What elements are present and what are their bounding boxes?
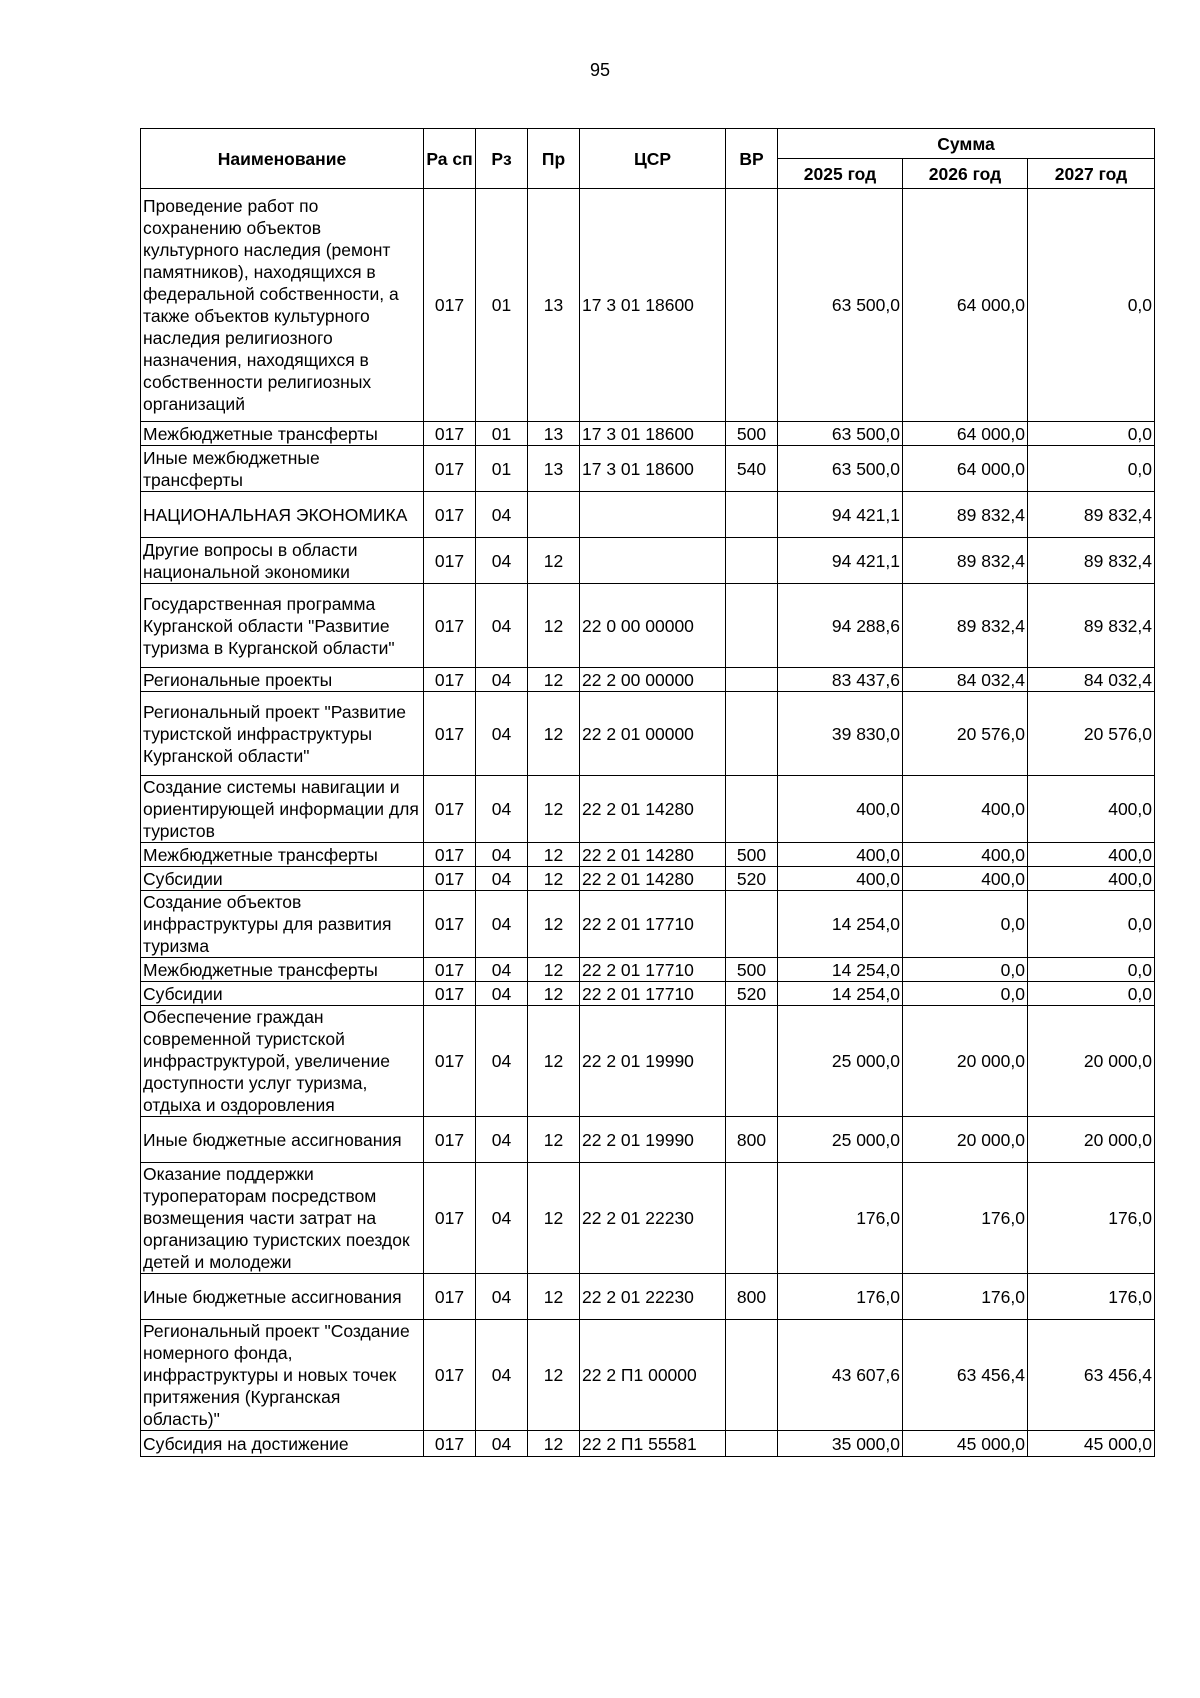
row-amount-2026: 400,0 xyxy=(903,867,1028,891)
row-amount-2026: 176,0 xyxy=(903,1163,1028,1274)
row-vr xyxy=(726,1006,778,1117)
row-csr xyxy=(580,492,726,538)
row-vr xyxy=(726,692,778,776)
row-vr xyxy=(726,1320,778,1431)
row-rz: 04 xyxy=(476,668,528,692)
row-name: Субсидия на достижение xyxy=(141,1431,424,1457)
row-pr: 12 xyxy=(528,867,580,891)
row-name: Создание системы навигации и ориентирующей информации для туристов xyxy=(141,776,424,843)
header-rasp: Ра сп xyxy=(424,129,476,189)
row-vr xyxy=(726,189,778,422)
row-rasp: 017 xyxy=(424,1320,476,1431)
row-amount-2027: 0,0 xyxy=(1028,422,1155,446)
table-row xyxy=(141,692,1155,776)
row-pr: 12 xyxy=(528,668,580,692)
row-amount-2025: 35 000,0 xyxy=(778,1431,903,1457)
row-vr xyxy=(726,492,778,538)
row-name: Другие вопросы в области национальной экономики xyxy=(141,538,424,584)
row-csr xyxy=(580,538,726,584)
row-amount-2027: 400,0 xyxy=(1028,867,1155,891)
table-row xyxy=(141,1163,1155,1274)
row-rz: 04 xyxy=(476,1117,528,1163)
row-rasp: 017 xyxy=(424,1274,476,1320)
table-row xyxy=(141,584,1155,668)
header-year-2027: 2027 год xyxy=(1028,159,1155,189)
row-name: Межбюджетные трансферты xyxy=(141,422,424,446)
row-amount-2027: 0,0 xyxy=(1028,982,1155,1006)
row-csr: 22 2 01 19990 xyxy=(580,1117,726,1163)
row-rasp: 017 xyxy=(424,492,476,538)
row-pr: 12 xyxy=(528,1117,580,1163)
row-pr: 12 xyxy=(528,776,580,843)
row-amount-2026: 64 000,0 xyxy=(903,446,1028,492)
row-vr: 520 xyxy=(726,867,778,891)
row-name: Обеспечение граждан современной туристской инфраструктурой, увеличение доступности услуг туризма, отдыха и оздоровления xyxy=(141,1006,424,1117)
row-amount-2025: 94 421,1 xyxy=(778,538,903,584)
row-csr: 22 2 01 17710 xyxy=(580,982,726,1006)
table-row xyxy=(141,668,1155,692)
row-amount-2025: 43 607,6 xyxy=(778,1320,903,1431)
row-name: Региональный проект "Развитие туристской инфраструктуры Курганской области" xyxy=(141,692,424,776)
row-csr: 22 2 01 00000 xyxy=(580,692,726,776)
row-csr: 22 2 01 22230 xyxy=(580,1274,726,1320)
row-amount-2026: 176,0 xyxy=(903,1274,1028,1320)
row-pr: 12 xyxy=(528,843,580,867)
row-csr: 17 3 01 18600 xyxy=(580,446,726,492)
table-row xyxy=(141,982,1155,1006)
row-rasp: 017 xyxy=(424,446,476,492)
row-amount-2025: 400,0 xyxy=(778,867,903,891)
row-csr: 22 2 01 17710 xyxy=(580,891,726,958)
table-row xyxy=(141,867,1155,891)
row-vr xyxy=(726,1431,778,1457)
row-rz: 04 xyxy=(476,538,528,584)
row-amount-2026: 89 832,4 xyxy=(903,584,1028,668)
row-amount-2026: 20 576,0 xyxy=(903,692,1028,776)
header-vr: ВР xyxy=(726,129,778,189)
row-rz: 04 xyxy=(476,492,528,538)
table-row xyxy=(141,1006,1155,1117)
row-csr: 22 2 01 17710 xyxy=(580,958,726,982)
row-pr: 12 xyxy=(528,1431,580,1457)
row-vr: 540 xyxy=(726,446,778,492)
row-rasp: 017 xyxy=(424,958,476,982)
row-rz: 04 xyxy=(476,1274,528,1320)
table-row xyxy=(141,958,1155,982)
row-rasp: 017 xyxy=(424,422,476,446)
table-row xyxy=(141,446,1155,492)
page-number: 95 xyxy=(589,60,611,80)
row-pr: 12 xyxy=(528,538,580,584)
row-rz: 04 xyxy=(476,584,528,668)
table-row xyxy=(141,776,1155,843)
row-rz: 04 xyxy=(476,958,528,982)
row-amount-2027: 20 000,0 xyxy=(1028,1006,1155,1117)
row-rasp: 017 xyxy=(424,538,476,584)
row-name: Субсидии xyxy=(141,982,424,1006)
row-pr: 12 xyxy=(528,584,580,668)
table-row xyxy=(141,538,1155,584)
row-pr: 12 xyxy=(528,692,580,776)
row-vr xyxy=(726,891,778,958)
row-amount-2026: 0,0 xyxy=(903,958,1028,982)
row-pr: 12 xyxy=(528,1320,580,1431)
row-rz: 04 xyxy=(476,1006,528,1117)
row-csr: 22 2 00 00000 xyxy=(580,668,726,692)
row-amount-2027: 176,0 xyxy=(1028,1274,1155,1320)
row-amount-2027: 0,0 xyxy=(1028,958,1155,982)
table-row xyxy=(141,1431,1155,1457)
row-amount-2026: 20 000,0 xyxy=(903,1006,1028,1117)
row-amount-2027: 89 832,4 xyxy=(1028,492,1155,538)
row-amount-2026: 20 000,0 xyxy=(903,1117,1028,1163)
row-rasp: 017 xyxy=(424,1006,476,1117)
row-rasp: 017 xyxy=(424,891,476,958)
row-vr: 800 xyxy=(726,1117,778,1163)
row-name: Государственная программа Курганской области "Развитие туризма в Курганской области" xyxy=(141,584,424,668)
row-rasp: 017 xyxy=(424,1117,476,1163)
row-pr: 12 xyxy=(528,1163,580,1274)
row-vr: 800 xyxy=(726,1274,778,1320)
budget-table xyxy=(140,128,1155,1457)
row-pr: 13 xyxy=(528,446,580,492)
row-csr: 22 2 01 14280 xyxy=(580,776,726,843)
row-rasp: 017 xyxy=(424,668,476,692)
row-amount-2025: 176,0 xyxy=(778,1163,903,1274)
row-amount-2025: 39 830,0 xyxy=(778,692,903,776)
row-rz: 01 xyxy=(476,446,528,492)
row-name: НАЦИОНАЛЬНАЯ ЭКОНОМИКА xyxy=(141,492,424,538)
row-rz: 04 xyxy=(476,692,528,776)
row-name: Иные бюджетные ассигнования xyxy=(141,1274,424,1320)
row-csr: 22 2 01 22230 xyxy=(580,1163,726,1274)
row-name: Создание объектов инфраструктуры для развития туризма xyxy=(141,891,424,958)
table-row xyxy=(141,1320,1155,1431)
header-name: Наименование xyxy=(141,129,424,189)
table-row xyxy=(141,891,1155,958)
row-amount-2025: 94 288,6 xyxy=(778,584,903,668)
row-name: Иные межбюджетные трансферты xyxy=(141,446,424,492)
row-amount-2027: 0,0 xyxy=(1028,891,1155,958)
row-amount-2027: 0,0 xyxy=(1028,189,1155,422)
row-name: Межбюджетные трансферты xyxy=(141,958,424,982)
row-amount-2025: 400,0 xyxy=(778,776,903,843)
row-amount-2027: 89 832,4 xyxy=(1028,584,1155,668)
row-name: Субсидии xyxy=(141,867,424,891)
row-rasp: 017 xyxy=(424,1431,476,1457)
row-amount-2026: 64 000,0 xyxy=(903,422,1028,446)
row-pr: 13 xyxy=(528,189,580,422)
row-amount-2027: 63 456,4 xyxy=(1028,1320,1155,1431)
row-amount-2026: 400,0 xyxy=(903,776,1028,843)
row-csr: 22 2 П1 00000 xyxy=(580,1320,726,1431)
row-name: Проведение работ по сохранению объектов культурного наследия (ремонт памятников), находящихся в федеральной собственности, а также объектов культурного наследия религиозного назначения, находящихся в собственности религиозных организаций xyxy=(141,189,424,422)
row-csr: 22 0 00 00000 xyxy=(580,584,726,668)
row-rasp: 017 xyxy=(424,1163,476,1274)
row-rz: 04 xyxy=(476,776,528,843)
row-rz: 04 xyxy=(476,982,528,1006)
row-rz: 04 xyxy=(476,1320,528,1431)
table-row xyxy=(141,843,1155,867)
row-rasp: 017 xyxy=(424,776,476,843)
row-amount-2027: 45 000,0 xyxy=(1028,1431,1155,1457)
row-rasp: 017 xyxy=(424,692,476,776)
row-vr xyxy=(726,1163,778,1274)
row-csr: 22 2 01 14280 xyxy=(580,843,726,867)
row-amount-2027: 20 000,0 xyxy=(1028,1117,1155,1163)
row-amount-2027: 400,0 xyxy=(1028,843,1155,867)
row-amount-2025: 14 254,0 xyxy=(778,891,903,958)
table-row xyxy=(141,1274,1155,1320)
row-vr xyxy=(726,776,778,843)
row-amount-2025: 14 254,0 xyxy=(778,982,903,1006)
row-amount-2025: 25 000,0 xyxy=(778,1117,903,1163)
row-rz: 04 xyxy=(476,843,528,867)
row-rz: 04 xyxy=(476,1431,528,1457)
row-name: Региональные проекты xyxy=(141,668,424,692)
header-sum: Сумма xyxy=(778,129,1155,159)
row-rasp: 017 xyxy=(424,584,476,668)
row-rasp: 017 xyxy=(424,867,476,891)
row-csr: 17 3 01 18600 xyxy=(580,422,726,446)
row-amount-2025: 63 500,0 xyxy=(778,189,903,422)
header-pr: Пр xyxy=(528,129,580,189)
row-csr: 22 2 01 14280 xyxy=(580,867,726,891)
row-amount-2026: 64 000,0 xyxy=(903,189,1028,422)
row-amount-2027: 84 032,4 xyxy=(1028,668,1155,692)
row-vr: 500 xyxy=(726,843,778,867)
table-row xyxy=(141,1117,1155,1163)
row-amount-2026: 84 032,4 xyxy=(903,668,1028,692)
row-amount-2026: 63 456,4 xyxy=(903,1320,1028,1431)
row-name: Региональный проект "Создание номерного фонда, инфраструктуры и новых точек притяжения (Курганская область)" xyxy=(141,1320,424,1431)
row-amount-2026: 0,0 xyxy=(903,891,1028,958)
row-amount-2027: 20 576,0 xyxy=(1028,692,1155,776)
row-rz: 01 xyxy=(476,422,528,446)
row-amount-2027: 0,0 xyxy=(1028,446,1155,492)
row-name: Оказание поддержки туроператорам посредством возмещения части затрат на организацию туристских поездок детей и молодежи xyxy=(141,1163,424,1274)
row-name: Межбюджетные трансферты xyxy=(141,843,424,867)
table-body xyxy=(141,189,1155,1457)
row-rasp: 017 xyxy=(424,982,476,1006)
row-vr xyxy=(726,538,778,584)
row-csr: 22 2 П1 55581 xyxy=(580,1431,726,1457)
table-row xyxy=(141,422,1155,446)
row-amount-2025: 63 500,0 xyxy=(778,446,903,492)
header-year-2026: 2026 год xyxy=(903,159,1028,189)
row-amount-2025: 176,0 xyxy=(778,1274,903,1320)
row-rz: 04 xyxy=(476,891,528,958)
row-amount-2025: 25 000,0 xyxy=(778,1006,903,1117)
table-row xyxy=(141,492,1155,538)
row-amount-2027: 176,0 xyxy=(1028,1163,1155,1274)
row-amount-2025: 14 254,0 xyxy=(778,958,903,982)
row-vr: 500 xyxy=(726,422,778,446)
row-rasp: 017 xyxy=(424,843,476,867)
row-amount-2026: 89 832,4 xyxy=(903,492,1028,538)
row-amount-2026: 45 000,0 xyxy=(903,1431,1028,1457)
row-rz: 04 xyxy=(476,1163,528,1274)
row-pr: 12 xyxy=(528,1006,580,1117)
row-vr xyxy=(726,584,778,668)
row-pr: 12 xyxy=(528,982,580,1006)
row-amount-2025: 83 437,6 xyxy=(778,668,903,692)
header-year-2025: 2025 год xyxy=(778,159,903,189)
row-amount-2026: 0,0 xyxy=(903,982,1028,1006)
row-pr: 12 xyxy=(528,958,580,982)
row-rz: 01 xyxy=(476,189,528,422)
row-vr: 520 xyxy=(726,982,778,1006)
table-row xyxy=(141,189,1155,422)
row-pr: 12 xyxy=(528,1274,580,1320)
row-rz: 04 xyxy=(476,867,528,891)
row-amount-2027: 89 832,4 xyxy=(1028,538,1155,584)
row-amount-2025: 94 421,1 xyxy=(778,492,903,538)
row-amount-2026: 400,0 xyxy=(903,843,1028,867)
row-csr: 17 3 01 18600 xyxy=(580,189,726,422)
row-rasp: 017 xyxy=(424,189,476,422)
header-rz: Рз xyxy=(476,129,528,189)
row-csr: 22 2 01 19990 xyxy=(580,1006,726,1117)
row-amount-2025: 63 500,0 xyxy=(778,422,903,446)
row-vr xyxy=(726,668,778,692)
row-amount-2027: 400,0 xyxy=(1028,776,1155,843)
row-amount-2025: 400,0 xyxy=(778,843,903,867)
row-pr: 13 xyxy=(528,422,580,446)
row-name: Иные бюджетные ассигнования xyxy=(141,1117,424,1163)
row-vr: 500 xyxy=(726,958,778,982)
row-amount-2026: 89 832,4 xyxy=(903,538,1028,584)
row-pr: 12 xyxy=(528,891,580,958)
row-pr xyxy=(528,492,580,538)
header-csr: ЦСР xyxy=(580,129,726,189)
